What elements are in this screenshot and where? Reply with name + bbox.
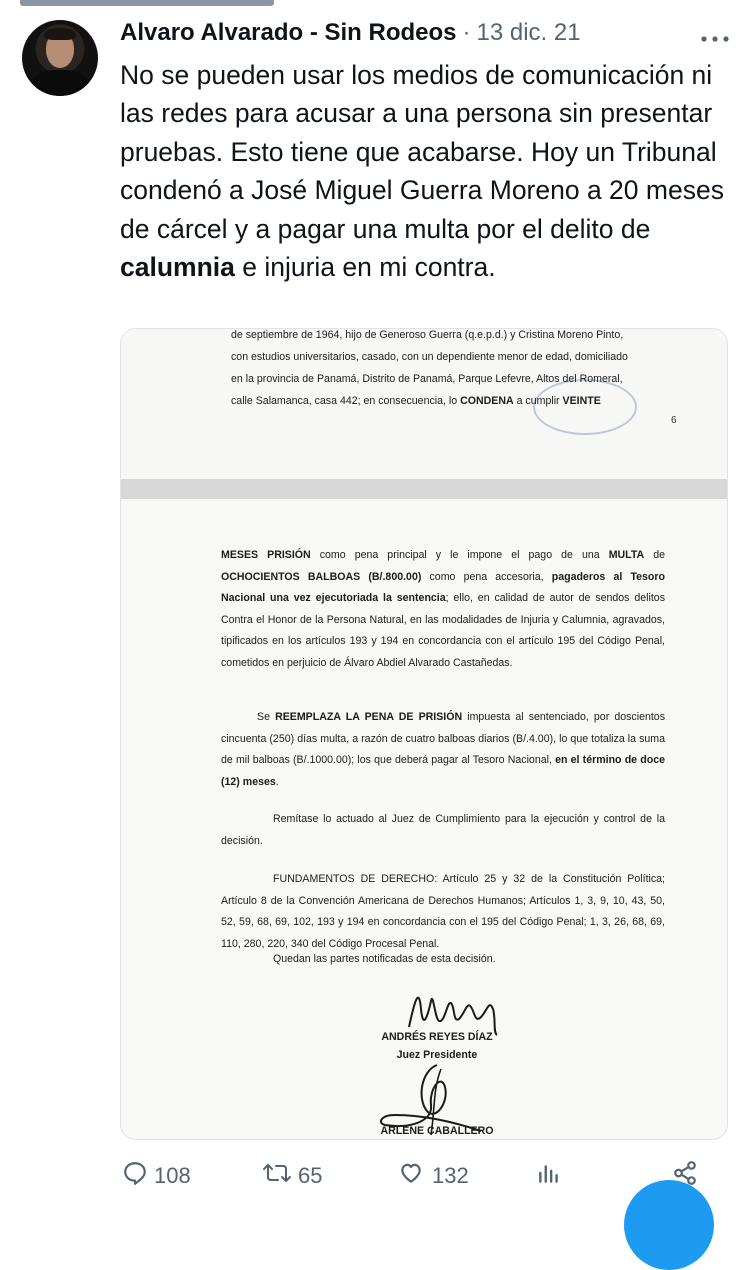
reply-button[interactable] bbox=[122, 1160, 191, 1192]
like-count: 132 bbox=[432, 1163, 469, 1188]
heart-icon bbox=[396, 1160, 432, 1192]
tweet-text-bold: calumnia bbox=[120, 252, 235, 283]
header-separator: · bbox=[462, 19, 471, 46]
compose-fab[interactable] bbox=[624, 1180, 714, 1270]
page-gap bbox=[121, 479, 727, 499]
avatar-hair-shape bbox=[44, 28, 76, 40]
avatar[interactable] bbox=[22, 20, 98, 96]
reply-count: 108 bbox=[154, 1163, 191, 1188]
document-bold: pagaderos al Tesoro Nacional una vez ejecutoriada la sentencia bbox=[221, 570, 665, 604]
tweet-date[interactable]: 13 dic. 21 bbox=[476, 19, 581, 46]
tweet-header bbox=[120, 16, 581, 50]
document-bold: CONDENA bbox=[460, 395, 514, 407]
document-page-bottom bbox=[121, 499, 727, 1139]
document-line bbox=[231, 391, 691, 413]
document-bold: OCHOCIENTOS BALBOAS (B/.800.00) bbox=[221, 570, 422, 583]
document-line: con estudios universitarios, casado, con un dependiente menor de edad, domiciliado bbox=[231, 351, 628, 363]
document-text: como pena principal y le impone el pago de una bbox=[310, 549, 609, 561]
views-icon bbox=[536, 1160, 568, 1192]
document-text: Se bbox=[257, 711, 276, 723]
retweet-icon bbox=[262, 1160, 298, 1192]
signature-1 bbox=[401, 979, 511, 1039]
document-text: . bbox=[275, 775, 279, 788]
document-text: ; ello, en calidad de autor de sendos delitos Contra el Honor de la Persona Natural, en las modalidades de Injuria y Calumnia, agravados, tipificados en los artículos 193 y 194 en concordancia con el artículo 195 del Código Penal, cometidos en perjuicio de Álvaro Abdiel Alvarado Castañedas. bbox=[221, 592, 665, 669]
document-paragraph: Remítase lo actuado al Juez de Cumplimiento para la ejecución y control de la decisión. bbox=[221, 813, 665, 847]
document-paragraph: Quedan las partes notificadas de esta decisión. bbox=[273, 953, 496, 965]
document-page-top bbox=[121, 329, 727, 479]
tweet-text bbox=[120, 56, 730, 286]
retweet-button[interactable] bbox=[262, 1160, 322, 1192]
tweet-media-image[interactable] bbox=[120, 328, 728, 1140]
more-icon[interactable] bbox=[700, 20, 730, 51]
document-paragraph bbox=[221, 707, 665, 793]
signer-1-title: Juez Presidente bbox=[396, 1049, 478, 1061]
page-number: 6 bbox=[671, 415, 677, 426]
document-paragraph bbox=[221, 545, 665, 674]
top-progress-bar bbox=[20, 0, 274, 6]
reply-icon bbox=[122, 1160, 154, 1192]
document-text: como pena accesoria, bbox=[421, 570, 552, 583]
retweet-count: 65 bbox=[298, 1163, 323, 1188]
tweet-text-part: e injuria en mi contra. bbox=[234, 252, 496, 283]
document-bold: en el término de doce (12) meses bbox=[221, 754, 665, 788]
document-bold: MULTA bbox=[608, 549, 645, 561]
views-button[interactable] bbox=[536, 1160, 568, 1192]
document-line: en la provincia de Panamá, Distrito de Panamá, Parque Lefevre, Altos del Romeral, bbox=[231, 373, 623, 385]
author-name[interactable]: Alvaro Alvarado - Sin Rodeos bbox=[120, 19, 457, 46]
document-paragraph: FUNDAMENTOS DE DERECHO: Artículo 25 y 32 de la Constitución Política; Artículo 8 de la Convención Americana de Derechos Humanos; Artículos 1, 3, 9, 10, 43, 50, 52, 59, 68, 69, 102, 193 y 194 en concordancia con el 195 del Código Penal; 1, 3, 26, 68, 69, 110, 280, 220, 340 del Código Procesal Penal. bbox=[221, 873, 665, 950]
like-button[interactable] bbox=[396, 1160, 469, 1192]
document-bold: MESES PRISIÓN bbox=[221, 549, 311, 561]
document-text: a cumplir bbox=[513, 395, 563, 407]
document-text: calle Salamanca, casa 442; en consecuencia, lo bbox=[231, 395, 461, 407]
document-line: de septiembre de 1964, hijo de Generoso Guerra (q.e.p.d.) y Cristina Moreno Pinto, bbox=[231, 329, 624, 341]
avatar-body-shape bbox=[30, 70, 90, 96]
document-bold: VEINTE bbox=[562, 395, 601, 407]
document-bold: REEMPLAZA LA PENA DE PRISIÓN bbox=[275, 711, 463, 723]
signer-1-name: ANDRÉS REYES DÍAZ bbox=[381, 1031, 493, 1043]
tweet-text-part: No se pueden usar los medios de comunicación ni las redes para acusar a una persona sin presentar pruebas. Esto tiene que acabarse. Hoy un Tribunal condenó a José Miguel Guerra Moreno a 20 meses de cárcel y a pagar una multa por el delito de bbox=[120, 60, 724, 244]
signer-2-name: ARLENE CABALLERO bbox=[380, 1125, 494, 1137]
document-text: impuesta al sentenciado, por doscientos cincuenta (250) días multa, a razón de cuatro balboas diarios (B/.4.00), lo que totaliza la suma de mil balboas (B/.1000.00); los que deberá pagar al Tesoro Nacional, bbox=[221, 711, 665, 766]
document-text: de bbox=[644, 549, 666, 561]
